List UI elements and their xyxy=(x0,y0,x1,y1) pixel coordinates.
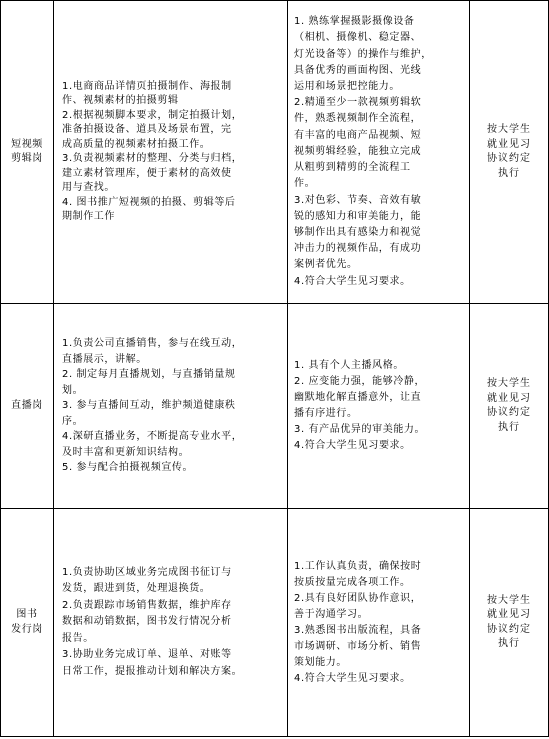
pay-cell xyxy=(470,304,549,509)
position-name: 图书 发行岗 xyxy=(11,609,43,635)
position-name: 短视频 剪辑岗 xyxy=(11,138,43,164)
duty-line: 直播展示，讲解。 xyxy=(62,353,147,365)
requirement-line: 善于沟通学习。 xyxy=(294,608,369,620)
requirement-line: 案例者优先。 xyxy=(294,259,358,271)
duty-line: 及时丰富和更新知识结构。 xyxy=(62,446,190,458)
duty-line: 发货，跟进到货，处理退换货。 xyxy=(62,583,211,595)
duty-line: 2.根据视频脚本要求，制定拍摄计划， xyxy=(62,109,243,121)
requirement-line: 4.符合大学生见习要求。 xyxy=(294,440,411,451)
table-row xyxy=(1,304,549,509)
duty-line: 1.负责协助区域业务完成图书征订与 xyxy=(62,566,232,578)
duties-cell xyxy=(54,1,288,304)
duty-line: 3.协助业务完成订单、退单、对账等 xyxy=(62,649,232,661)
table-row xyxy=(1,509,549,737)
position-cell xyxy=(1,509,54,737)
requirement-line: 幽默地化解直播意外，让直 xyxy=(294,392,422,403)
duty-line: 日常工作，提报推动计划和解决方案。 xyxy=(62,665,243,677)
requirement-line: 2.具有良好团队协作意识， xyxy=(294,592,422,604)
requirement-line: 1.工作认真负责，确保按时 xyxy=(294,560,422,572)
duty-line: 3. 参与直播间互动，维护频道健康秩 xyxy=(62,400,236,412)
requirement-line: 从粗剪到精剪的全流程工 xyxy=(294,162,411,174)
table-row xyxy=(1,1,549,304)
requirement-line: 作。 xyxy=(294,178,316,190)
pay-text: 按大学生 就业见习 协议约定 执行 xyxy=(487,378,531,433)
position-cell xyxy=(1,1,54,304)
duties-cell xyxy=(54,509,288,737)
requirement-line: 策划能力。 xyxy=(294,656,347,668)
duty-line: 用与查找。 xyxy=(62,182,115,193)
duty-line: 作、视频素材的拍摄剪辑 xyxy=(62,95,179,106)
requirement-line: 冲击力的视频作品，有成功 xyxy=(294,243,422,255)
pay-cell xyxy=(470,1,549,304)
requirement-line: 运用和场景把控能力。 xyxy=(294,81,400,93)
duty-line: 3.负责视频素材的整理、分类与归档， xyxy=(62,153,243,164)
position-cell xyxy=(1,304,54,509)
requirement-line: 播有序进行。 xyxy=(294,408,358,419)
requirement-line: 灯光设备等）的操作与维护， xyxy=(294,48,432,60)
requirements-cell xyxy=(288,1,470,304)
pay-text: 按大学生 就业见习 协议约定 执行 xyxy=(487,124,531,179)
requirement-line: 2. 应变能力强，能够冷静， xyxy=(294,376,426,387)
requirements-cell xyxy=(288,509,470,737)
duty-line: 报告。 xyxy=(62,632,94,644)
duty-line: 准备拍摄设备、道具及场景布置，完 xyxy=(62,124,232,135)
duty-line: 2.负责跟踪市场销售数据，维护库存 xyxy=(62,599,232,611)
duty-line: 2. 制定每月直播规划，与直播销量规 xyxy=(62,369,236,381)
requirement-line: 视频剪辑经验，能独立完成 xyxy=(294,145,422,157)
requirement-line: 4.符合大学生见习要求。 xyxy=(294,275,411,287)
duty-line: 5. 参与配合拍摄视频宣传。 xyxy=(62,462,194,474)
requirement-line: 锐的感知力和审美能力，能 xyxy=(294,210,422,222)
duties-cell xyxy=(54,304,288,509)
requirement-line: 2.精通至少一款视频剪辑软 xyxy=(294,97,422,109)
duty-line: 成高质量的视频素材拍摄工作。 xyxy=(62,138,211,150)
requirement-line: （相机、摄像机、稳定器、 xyxy=(294,32,422,44)
requirement-line: 按质按量完成各项工作。 xyxy=(294,576,411,588)
duty-line: 数据和动销数据，图书发行情况分析 xyxy=(62,616,232,628)
requirement-line: 够制作出具有感染力和视觉 xyxy=(294,226,422,238)
duty-line: 序。 xyxy=(62,415,84,427)
pay-text: 按大学生 就业见习 协议约定 执行 xyxy=(487,594,531,649)
duty-line: 建立素材管理库，便于素材的高效使 xyxy=(62,167,232,179)
requirement-line: 1. 熟练掌握摄影摄像设备 xyxy=(294,16,415,28)
requirement-line: 有丰富的电商产品视频、短 xyxy=(294,129,422,141)
duty-line: 1.电商商品详情页拍摄制作、海报制 xyxy=(62,80,232,92)
requirement-line: 4.符合大学生见习要求。 xyxy=(294,672,411,684)
requirement-line: 3.熟悉图书出版流程，具备 xyxy=(294,624,422,636)
duty-line: 4. 图书推广短视频的拍摄、剪辑等后 xyxy=(62,196,236,208)
duty-line: 4.深研直播业务，不断提高专业水平， xyxy=(62,431,243,443)
duty-line: 1.负责公司直播销售，参与在线互动， xyxy=(62,338,243,350)
position-name: 直播岗 xyxy=(11,399,43,411)
requirement-line: 具备优秀的画面构图、光线 xyxy=(294,64,422,76)
requirement-line: 1. 具有个人主播风格。 xyxy=(294,360,404,371)
requirement-line: 件，熟悉视频制作全流程， xyxy=(294,113,422,125)
requirement-line: 市场调研、市场分析、销售 xyxy=(294,640,422,652)
requirement-line: 3. 有产品优异的审美能力。 xyxy=(294,424,426,435)
duty-line: 期制作工作 xyxy=(62,211,115,222)
requirements-cell xyxy=(288,304,470,509)
pay-cell xyxy=(470,509,549,737)
requirement-line: 3.对色彩、节奏、音效有敏 xyxy=(294,194,422,206)
duty-line: 划。 xyxy=(62,384,84,396)
